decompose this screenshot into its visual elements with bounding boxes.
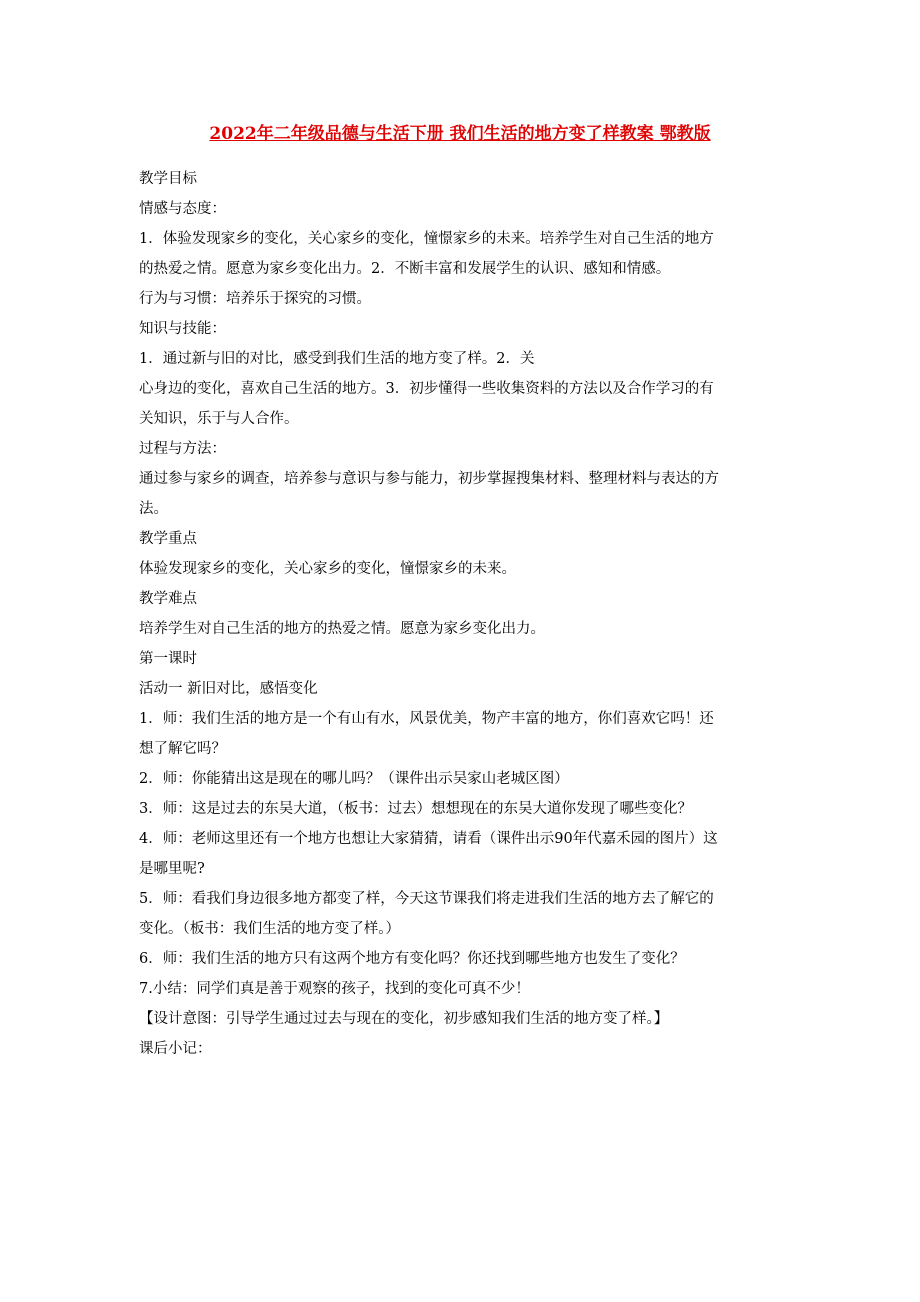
paragraph-line: 1．体验发现家乡的变化，关心家乡的变化，憧憬家乡的未来。培养学生对自己生活的地方 xyxy=(139,231,714,247)
heading-key-points: 教学重点 xyxy=(139,531,197,547)
document-title: 2022年二年级品德与生活下册 我们生活的地方变了样教案 鄂教版 xyxy=(209,124,711,144)
document-body xyxy=(139,164,784,1064)
heading-difficulties: 教学难点 xyxy=(139,591,197,607)
subheading-emotion-attitude: 情感与态度： xyxy=(139,201,226,217)
heading-teaching-goals: 教学目标 xyxy=(139,171,197,187)
design-intent-note: 【设计意图：引导学生通过过去与现在的变化，初步感知我们生活的地方变了样。】 xyxy=(139,1011,669,1027)
paragraph-line: 是哪里呢? xyxy=(139,861,205,877)
paragraph-line: 行为与习惯：培养乐于探究的习惯。 xyxy=(139,291,371,307)
paragraph-line: 的热爱之情。愿意为家乡变化出力。2．不断丰富和发展学生的认识、感知和情感。 xyxy=(139,261,671,277)
paragraph-line: 5．师：看我们身边很多地方都变了样，今天这节课我们将走进我们生活的地方去了解它的 xyxy=(139,891,714,907)
paragraph-line: 变化。（板书：我们生活的地方变了样。） xyxy=(139,921,400,937)
paragraph-line: 法。 xyxy=(139,501,168,517)
subheading-knowledge-skills: 知识与技能： xyxy=(139,321,226,337)
paragraph-line: 3．师：这是过去的东吴大道，（板书：过去）想想现在的东吴大道你发现了哪些变化？ xyxy=(139,801,692,817)
subheading-process-method: 过程与方法： xyxy=(139,441,226,457)
heading-first-lesson: 第一课时 xyxy=(139,651,197,667)
paragraph-line: 2．师：你能猜出这是现在的哪儿吗？（课件出示吴家山老城区图） xyxy=(139,771,569,787)
paragraph-line: 1．师：我们生活的地方是一个有山有水，风景优美，物产丰富的地方，你们喜欢它吗！还 xyxy=(139,711,714,727)
heading-after-class-notes: 课后小记： xyxy=(139,1041,212,1057)
paragraph-line: 想了解它吗？ xyxy=(139,741,226,757)
paragraph-line: 培养学生对自己生活的地方的热爱之情。愿意为家乡变化出力。 xyxy=(139,621,545,637)
paragraph-line: 1．通过新与旧的对比，感受到我们生活的地方变了样。2．关 xyxy=(139,351,535,367)
paragraph-line: 心身边的变化，喜欢自己生活的地方。3．初步懂得一些收集资料的方法以及合作学习的有 xyxy=(139,381,714,397)
paragraph-line: 4．师：老师这里还有一个地方也想让大家猜猜，请看（课件出示90年代嘉禾园的图片）这 xyxy=(139,831,718,847)
paragraph-line: 通过参与家乡的调查，培养参与意识与参与能力，初步掌握搜集材料、整理材料与表达的方 xyxy=(139,471,719,487)
heading-activity-one: 活动一 新旧对比，感悟变化 xyxy=(139,681,318,697)
paragraph-line: 6．师：我们生活的地方只有这两个地方有变化吗？你还找到哪些地方也发生了变化？ xyxy=(139,951,685,967)
paragraph-line: 关知识，乐于与人合作。 xyxy=(139,411,299,427)
paragraph-line: 体验发现家乡的变化，关心家乡的变化，憧憬家乡的未来。 xyxy=(139,561,516,577)
paragraph-line: 7.小结：同学们真是善于观察的孩子，找到的变化可真不少！ xyxy=(139,981,530,997)
